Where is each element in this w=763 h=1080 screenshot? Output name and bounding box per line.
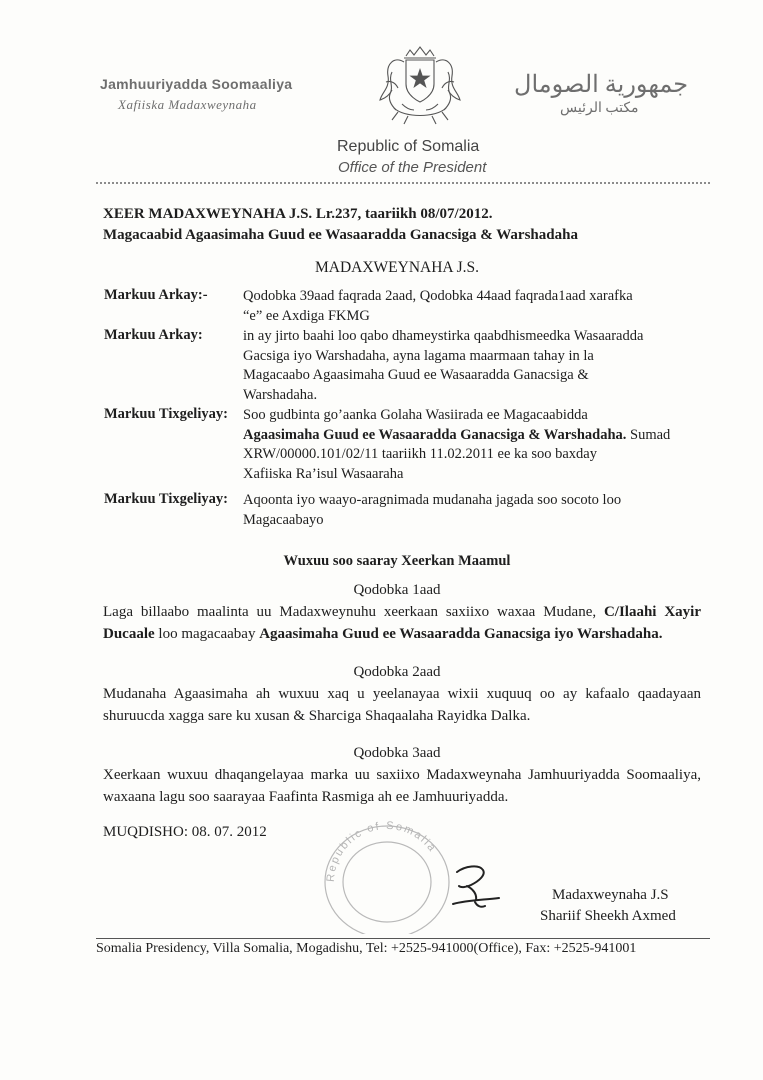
signatory-title: Madaxweynaha J.S: [552, 887, 669, 903]
coat-of-arms-emblem: [372, 42, 468, 130]
decree-intro: Wuxuu soo saaray Xeerkan Maamul: [283, 553, 511, 569]
official-stamp: [312, 812, 462, 934]
letterhead-divider: [96, 182, 710, 184]
recital-label: Markuu Tixgeliyay:: [104, 406, 228, 422]
article-title: Qodobka 1aad: [353, 582, 441, 598]
letterhead-somali-office: Xafiiska Madaxweynaha: [118, 97, 257, 112]
recital-text: Qodobka 39aad faqrada 2aad, Qodobka 44aad faqrada1aad xarafka “e” ee Axdiga FKMG: [243, 288, 633, 324]
article-text: Xeerkaan wuxuu dhaqangelayaa marka uu saxiixo Madaxweynaha Jamhuuriyadda Soomaaliya, waxaana lagu soo saarayaa Faafinta Rasmiga ah ee Jamhuuriyadda.: [103, 767, 701, 805]
recital-text: Aqoonta iyo waayo-aragnimada mudanaha jagada soo socoto loo Magacaabayo: [243, 492, 622, 528]
recital-text: in ay jirto baahi loo qabo dhameystirka qaabdhismeedka Wasaaradda Gacsiga iyo Warshadaha, ayna lagama maarmaan tahay in la Magacaabo Agaasimaha Guud ee Wasaaradda Ganacsiga & Warshadaha.: [243, 328, 644, 403]
place-date: MUQDISHO: 08. 07. 2012: [103, 824, 267, 840]
article-text: Mudanaha Agaasimaha ah wuxuu xaq u yeelanayaa wixii xuquuq oo ay kafaalo qaadayaan shuruucda xagga sare ku xusan & Sharciga Shaqaalaha Rayidka Dalka.: [103, 686, 701, 724]
letterhead-arabic-office: مكتب الرئيس: [560, 101, 639, 116]
decree-subject: Magacaabid Agaasimaha Guud ee Wasaaradda Ganacsiga & Warshadaha: [103, 227, 578, 243]
article-title: Qodobka 2aad: [353, 664, 441, 680]
signature-mark: [445, 858, 505, 914]
article-title: Qodobka 3aad: [353, 745, 441, 761]
letterhead-english-name: Republic of Somalia: [337, 138, 480, 155]
recital-label: Markuu Arkay:: [104, 327, 203, 343]
recital-text: Soo gudbinta go’aanka Golaha Wasiirada ee Magacaabidda Agaasimaha Guud ee Wasaaradda Ganacsiga & Warshadaha. Sumad XRW/00000.101/02/11 taariikh 11.02.2011 ee ka soo baxday Xafiiska Ra’isul Wasaaraha: [243, 407, 671, 482]
letterhead-arabic-name: جمهورية الصومال: [514, 72, 689, 98]
recital-label: Markuu Tixgeliyay:: [104, 491, 228, 507]
article-text: Laga billaabo maalinta uu Madaxweynuhu xeerkaan saxiixo waxaa Mudane, C/Ilaahi Xayir Ducaale loo magacaabay Agaasimaha Guud ee Wasaaradda Ganacsiga iyo Warshadaha.: [103, 604, 701, 642]
recital-label: Markuu Arkay:-: [104, 287, 208, 303]
letterhead-somali-name: Jamhuuriyadda Soomaaliya: [100, 76, 293, 92]
footer-contact: Somalia Presidency, Villa Somalia, Mogadishu, Tel: +2525-941000(Office), Fax: +2525-941001: [96, 941, 637, 956]
decree-title: XEER MADAXWEYNAHA J.S. Lr.237, taariikh 08/07/2012.: [103, 206, 493, 222]
decree-heading: MADAXWEYNAHA J.S.: [314, 259, 480, 276]
stamp-text: Republic of Somalia: [324, 819, 439, 883]
letterhead-english-office: Office of the President: [338, 159, 487, 176]
signatory-name: Shariif Sheekh Axmed: [540, 908, 676, 924]
footer-divider: [96, 938, 710, 939]
